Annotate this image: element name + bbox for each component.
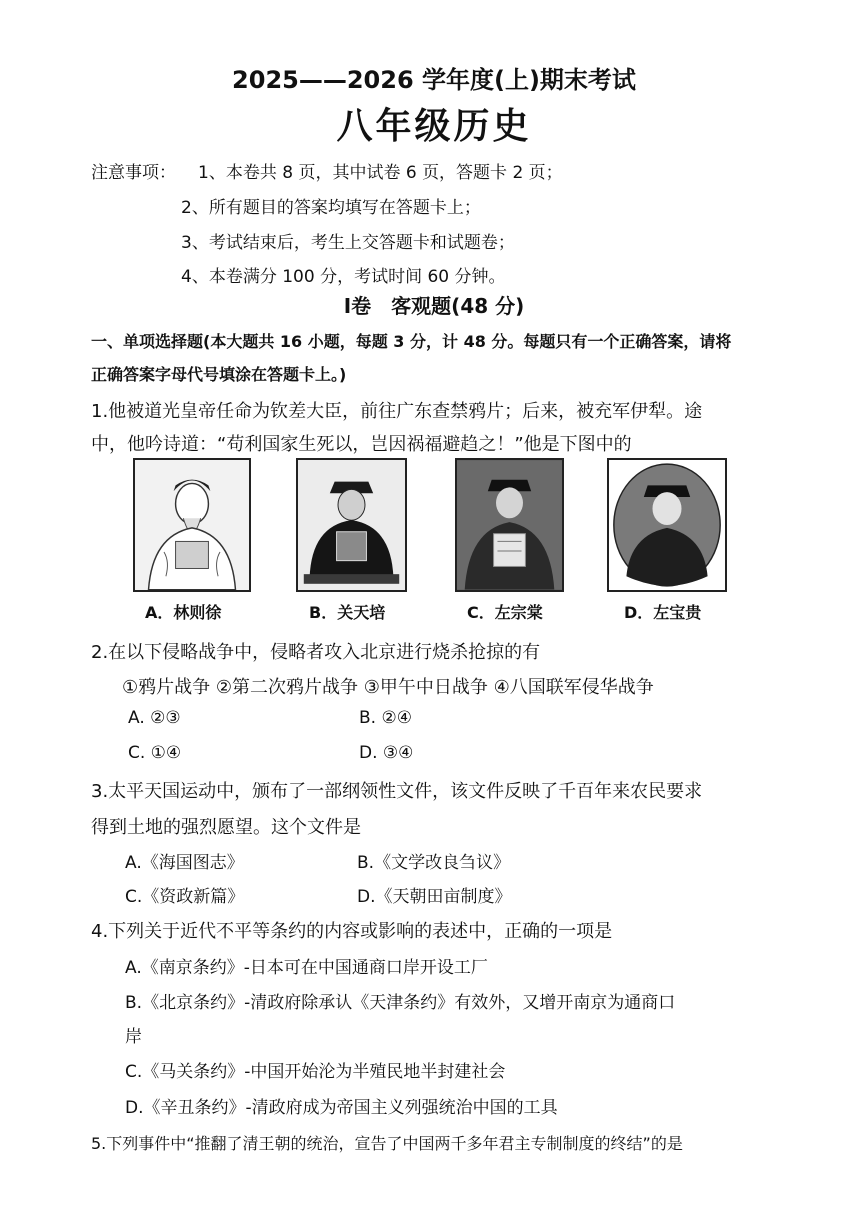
question-2-option-d: D. ③④: [359, 743, 414, 763]
subject-title: 八年级历史: [336, 106, 532, 147]
question-1-option-b: B．关天培: [309, 603, 386, 622]
question-3-option-c: C.《资政新篇》: [125, 887, 245, 907]
question-3-option-b: B.《文学改良刍议》: [357, 853, 511, 873]
question-2-option-b: B. ②④: [359, 708, 412, 728]
section-instruction-line-1: 一、单项选择题(本大题共 16 小题，每题 3 分，计 48 分。每题只有一个正确答案，请将: [91, 332, 732, 351]
question-5-stem: 5.下列事件中“推翻了清王朝的统治，宣告了中国两千多年君主专制制度的终结”的是: [91, 1134, 683, 1153]
question-4-option-b-continued: 岸: [125, 1027, 142, 1047]
question-1-option-c: C．左宗棠: [467, 603, 543, 622]
note-item-1: 1、本卷共 8 页，其中试卷 6 页，答题卡 2 页；: [198, 163, 563, 183]
question-2-option-c: C. ①④: [128, 743, 182, 763]
portrait-a-image: [133, 458, 251, 592]
question-2-events: ①鸦片战争 ②第二次鸦片战争 ③甲午中日战争 ④八国联军侵华战争: [122, 677, 654, 698]
question-3-line-1: 3.太平天国运动中，颁布了一部纲领性文件，该文件反映了千百年来农民要求: [91, 781, 703, 802]
note-item-3: 3、考试结束后，考生上交答题卡和试题卷；: [181, 233, 515, 253]
question-1-line-2: 中，他吟诗道：“苟利国家生死以，岂因祸福避趋之！”他是下图中的: [91, 434, 632, 455]
question-2-stem: 2.在以下侵略战争中，侵略者攻入北京进行烧杀抢掠的有: [91, 642, 541, 663]
portrait-d-image: [607, 458, 727, 592]
question-4-option-d: D.《辛丑条约》-清政府成为帝国主义列强统治中国的工具: [125, 1098, 558, 1118]
question-3-line-2: 得到土地的强烈愿望。这个文件是: [91, 817, 361, 838]
exam-title: 2025——2026 学年度(上)期末考试: [232, 66, 636, 94]
note-item-4: 4、本卷满分 100 分，考试时间 60 分钟。: [181, 267, 506, 287]
question-4-option-b: B.《北京条约》-清政府除承认《天津条约》有效外，又增开南京为通商口: [125, 993, 676, 1013]
section-instruction-line-2: 正确答案字母代号填涂在答题卡上。): [91, 365, 347, 384]
section-title: Ⅰ卷 客观题(48 分): [343, 294, 525, 318]
question-4-option-c: C.《马关条约》-中国开始沦为半殖民地半封建社会: [125, 1062, 506, 1082]
question-1-option-a: A．林则徐: [145, 603, 222, 622]
notes-label: 注意事项：: [91, 163, 176, 183]
question-3-option-a: A.《海国图志》: [125, 853, 244, 873]
question-4-stem: 4.下列关于近代不平等条约的内容或影响的表述中，正确的一项是: [91, 921, 613, 942]
portrait-b-image: [296, 458, 407, 592]
question-1-line-1: 1.他被道光皇帝任命为钦差大臣，前往广东查禁鸦片；后来，被充军伊犁。途: [91, 401, 703, 422]
question-3-option-d: D.《天朝田亩制度》: [357, 887, 512, 907]
question-2-option-a: A. ②③: [128, 708, 181, 728]
portrait-c-image: [455, 458, 564, 592]
question-4-option-a: A.《南京条约》-日本可在中国通商口岸开设工厂: [125, 958, 488, 978]
question-1-option-d: D．左宝贵: [624, 603, 702, 622]
note-item-2: 2、所有题目的答案均填写在答题卡上；: [181, 198, 481, 218]
